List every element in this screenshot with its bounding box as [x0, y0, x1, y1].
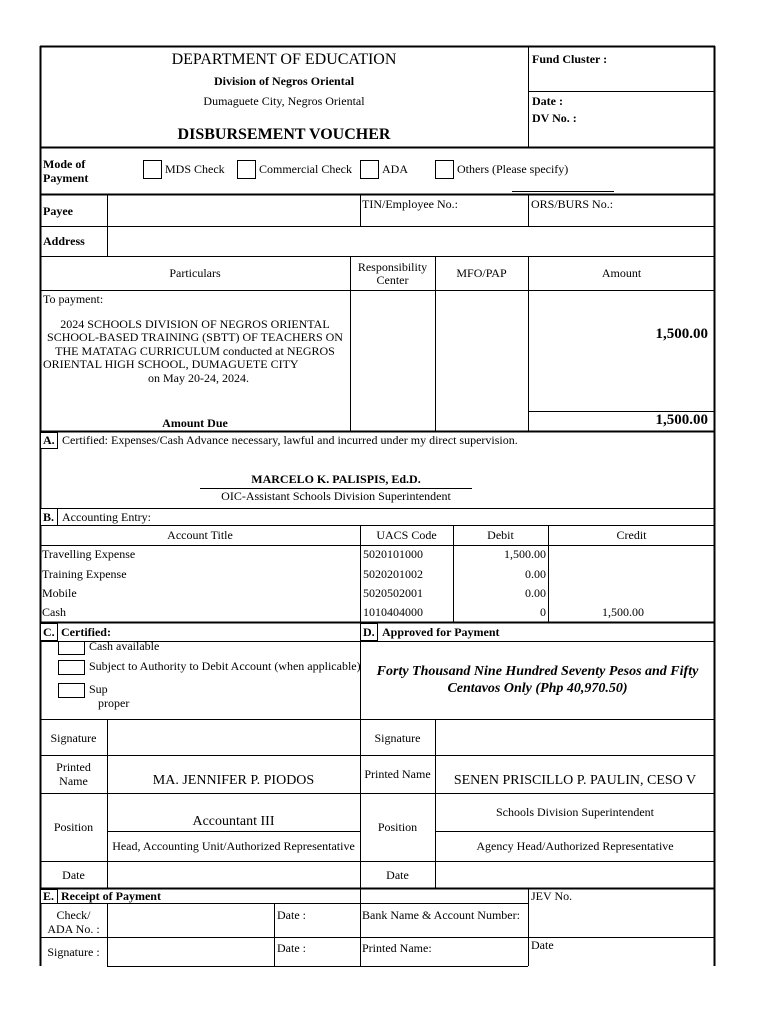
section-e-letter: E.	[43, 889, 55, 903]
ada-label: ADA	[382, 162, 408, 176]
credit-cell: 1,500.00	[602, 605, 644, 619]
particulars-line: 2024 SCHOOLS DIVISION OF NEGROS ORIENTAL	[60, 317, 330, 331]
d-position: Schools Division Superintendent	[496, 805, 654, 819]
division-name: Division of Negros Oriental	[213, 74, 355, 88]
others-label: Others (Please specify)	[457, 162, 569, 176]
uacs-code-cell: 1010404000	[363, 605, 423, 619]
city-name: Dumaguete City, Negros Oriental	[203, 94, 365, 108]
cash-available-label: Cash available	[89, 639, 160, 653]
section-a-certification: Certified: Expenses/Cash Advance necessary, lawful and incurred under my direct supervision.	[62, 433, 518, 447]
particulars-header: Particulars	[169, 266, 221, 280]
debit-header: Debit	[487, 528, 514, 542]
fund-cluster-label: Fund Cluster :	[532, 52, 608, 66]
debit-cell: 0	[540, 605, 546, 619]
particulars-amount: 1,500.00	[655, 326, 708, 342]
credit-header: Credit	[616, 528, 647, 542]
e-signature-label: Signature :	[47, 945, 100, 959]
address-label: Address	[43, 234, 85, 248]
particulars-line: THE MATATAG CURRICULUM conducted at NEGROS	[55, 344, 335, 358]
c-date-label: Date	[62, 868, 85, 882]
section-c-title: Certified:	[61, 625, 111, 639]
department-name: DEPARTMENT OF EDUCATION	[171, 51, 397, 68]
particulars-line: SCHOOL-BASED TRAINING (SBTT) OF TEACHERS ON	[47, 330, 343, 344]
dv-no-label: DV No. :	[532, 111, 577, 125]
e-date2-label: Date	[531, 938, 554, 952]
bank-account-label: Bank Name & Account Number:	[362, 908, 520, 922]
debit-authority-label: Subject to Authority to Debit Account (when applicable)	[89, 659, 361, 673]
c-printed-name-label: Printed	[56, 760, 91, 774]
account-title-cell: Training Expense	[42, 567, 127, 581]
d-printed-name: SENEN PRISCILLO P. PAULIN, CESO V	[453, 773, 697, 788]
mds-check-checkbox[interactable]	[143, 160, 162, 179]
mfo-pap-header: MFO/PAP	[456, 266, 507, 280]
section-a-signatory-title: OIC-Assistant Schools Division Superintendent	[221, 489, 451, 503]
d-signature-label: Signature	[374, 731, 421, 745]
mode-of-payment-label: Mode of	[43, 157, 86, 171]
supporting-docs-label: Sup	[89, 682, 108, 696]
d-printed-name-label: Printed Name	[364, 767, 431, 781]
section-e-title: Receipt of Payment	[61, 889, 161, 903]
amount-in-words-2: Centavos Only (Php 40,970.50)	[447, 681, 628, 696]
account-title-cell: Travelling Expense	[42, 547, 136, 561]
debit-cell: 0.00	[525, 567, 546, 581]
d-position-sub: Agency Head/Authorized Representative	[476, 839, 674, 853]
uacs-code-header: UACS Code	[376, 528, 437, 542]
section-a-signatory: MARCELO K. PALISPIS, Ed.D.	[251, 472, 421, 486]
supporting-docs-checkbox[interactable]	[58, 683, 85, 698]
section-c-letter: C.	[43, 625, 55, 639]
amount-due-label: Amount Due	[162, 416, 228, 430]
supporting-docs-label-2: proper	[98, 696, 130, 710]
others-checkbox[interactable]	[435, 160, 454, 179]
mode-of-payment-label-2: Payment	[43, 171, 89, 185]
uacs-code-cell: 5020502001	[363, 586, 423, 600]
amount-header: Amount	[601, 266, 642, 280]
e-date-label: Date :	[277, 908, 306, 922]
ada-checkbox[interactable]	[360, 160, 379, 179]
d-date-label: Date	[386, 868, 409, 882]
account-title-cell: Cash	[42, 605, 66, 619]
section-b-letter: B.	[43, 510, 55, 524]
date-label: Date :	[532, 94, 563, 108]
account-title-header: Account Title	[167, 528, 233, 542]
form-title: DISBURSEMENT VOUCHER	[177, 126, 391, 143]
e-date-label-2: Date :	[277, 941, 306, 955]
ors-burs-label: ORS/BURS No.:	[531, 197, 614, 211]
to-payment-label: To payment:	[43, 292, 104, 306]
particulars-line: ORIENTAL HIGH SCHOOL, DUMAGUETE CITY	[43, 357, 299, 371]
account-title-cell: Mobile	[42, 586, 77, 600]
commercial-check-checkbox[interactable]	[237, 160, 256, 179]
debit-authority-checkbox[interactable]	[58, 660, 85, 675]
uacs-code-cell: 5020101000	[363, 547, 423, 561]
responsibility-center-header: Responsibility	[357, 260, 428, 274]
c-position-label: Position	[53, 820, 94, 834]
e-printed-name-label: Printed Name:	[362, 941, 432, 955]
amount-due-value: 1,500.00	[655, 412, 708, 428]
c-signature-label: Signature	[50, 731, 97, 745]
amount-in-words: Forty Thousand Nine Hundred Seventy Pesos and Fifty	[376, 664, 699, 679]
payee-label: Payee	[43, 204, 73, 218]
section-b-title: Accounting Entry:	[62, 510, 151, 524]
tin-label: TIN/Employee No.:	[362, 197, 458, 211]
jev-no-label: JEV No.	[531, 889, 573, 903]
responsibility-center-header-2: Center	[376, 273, 409, 287]
c-printed-name-label-2: Name	[59, 774, 88, 788]
c-position: Accountant III	[192, 814, 275, 829]
section-d-title: Approved for Payment	[382, 625, 500, 639]
c-printed-name: MA. JENNIFER P. PIODOS	[152, 773, 315, 788]
check-ada-label: Check/	[56, 908, 91, 922]
particulars-line: on May 20-24, 2024.	[148, 371, 249, 385]
uacs-code-cell: 5020201002	[363, 567, 423, 581]
debit-cell: 0.00	[525, 586, 546, 600]
mds-check-label: MDS Check	[165, 162, 225, 176]
check-ada-label-2: ADA No. :	[47, 922, 100, 936]
section-d-letter: D.	[363, 625, 375, 639]
debit-cell: 1,500.00	[504, 547, 546, 561]
commercial-check-label: Commercial Check	[259, 162, 352, 176]
c-position-sub: Head, Accounting Unit/Authorized Representative	[112, 839, 355, 853]
d-position-label: Position	[377, 820, 418, 834]
cash-available-checkbox[interactable]	[58, 641, 85, 655]
section-a-letter: A.	[43, 433, 55, 447]
